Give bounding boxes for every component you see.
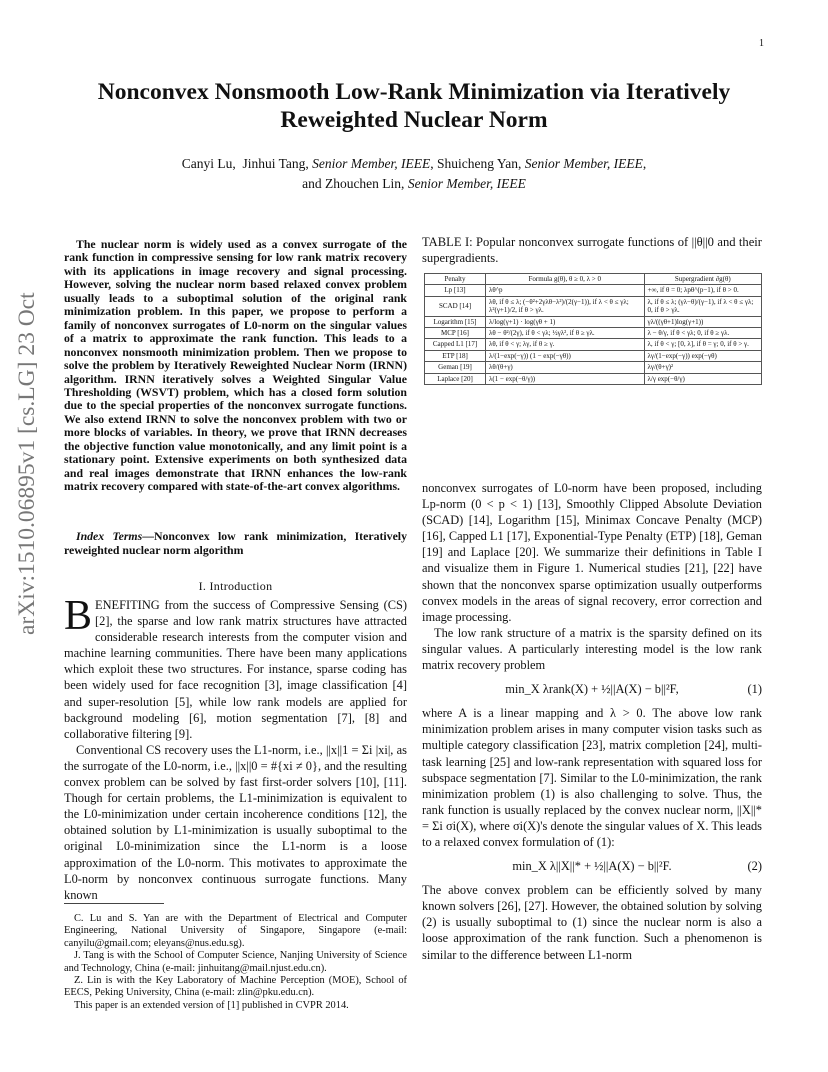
equation-1-number: (1)	[747, 682, 762, 697]
supergradient-cell: λ, if θ < γ; [0, λ], if θ = γ; 0, if θ > γ.	[644, 339, 761, 350]
table-row	[425, 350, 762, 361]
formula-cell: λθ, if θ ≤ λ; (−θ²+2γλθ−λ²)/(2(γ−1)), if λ < θ ≤ γλ; λ²(γ+1)/2, if θ > γλ.	[486, 296, 645, 316]
supergradient-cell: λ/γ exp(−θ/γ)	[644, 373, 761, 384]
paper-title	[60, 78, 768, 134]
equation-2	[422, 858, 762, 874]
penalty-cell: ETP [18]	[425, 350, 486, 361]
title-line-2: Reweighted Nuclear Norm	[280, 107, 548, 133]
page-number: 1	[759, 38, 764, 49]
table-row	[425, 285, 762, 296]
authors-line-1: Canyi Lu, Jinhui Tang, Senior Member, IEEE, Shuicheng Yan, Senior Member, IEEE,	[181, 156, 647, 171]
formula-cell: λθ − θ²/(2γ), if θ < γλ; ½γλ², if θ ≥ γλ.	[486, 328, 645, 339]
table-row	[425, 316, 762, 327]
index-terms-text: —Nonconvex low rank minimization, Iteratively reweighted nuclear norm algorithm	[64, 529, 407, 557]
supergradient-cell: λγ/(θ+γ)²	[644, 362, 761, 373]
formula-cell: λθ^p	[486, 285, 645, 296]
right-paragraph-1: nonconvex surrogates of L0-norm have been proposed, including Lp-norm (0 < p < 1) [13], Smoothly Clipped Absolute Deviation (SCAD) [14], Logarithm [15], Minimax Concave Penalty (MCP) [16], Capped L1 [17], Exponential-Type Penalty (ETP) [18], Geman [19] and Laplace [20]. We summarize their definitions in Table I and visualize them in Figure 1. Numerical studies [21], [22] have shown that the nonconvex sparse optimization usually outperforms convex models in the areas of signal recovery, error correction and image processing.	[422, 481, 762, 624]
intro-body	[64, 593, 407, 903]
supergradient-cell: γλ/((γθ+1)log(γ+1))	[644, 316, 761, 327]
footnote-rule	[64, 903, 164, 904]
supergradient-cell: +∞, if θ = 0; λpθ^(p−1), if θ > 0.	[644, 285, 761, 296]
table-row	[425, 373, 762, 384]
drop-cap: B	[64, 593, 93, 639]
penalty-cell: Capped L1 [17]	[425, 339, 486, 350]
supergradient-cell: λ − θ/γ, if θ < γλ; 0, if θ ≥ γλ.	[644, 328, 761, 339]
penalty-cell: Lp [13]	[425, 285, 486, 296]
penalty-cell: Geman [19]	[425, 362, 486, 373]
title-line-1: Nonconvex Nonsmooth Low-Rank Minimization via Iteratively	[97, 79, 731, 105]
table-header-row	[425, 274, 762, 285]
footnote-4: This paper is an extended version of [1] published in CVPR 2014.	[74, 999, 349, 1011]
table-row	[425, 362, 762, 373]
equation-2-number: (2)	[747, 859, 762, 874]
abstract	[64, 238, 407, 494]
equation-2-body: min_X λ||X||* + ½||A(X) − b||²F.	[512, 859, 672, 874]
index-terms-label: Index Terms	[76, 529, 143, 543]
penalty-cell: SCAD [14]	[425, 296, 486, 316]
formula-cell: λθ/(θ+γ)	[486, 362, 645, 373]
footnote-2: J. Tang is with the School of Computer Science, Nanjing University of Science and Technology, China (e-mail: jinhuitang@mail.njust.edu.cn).	[64, 950, 407, 974]
right-paragraph-2: The low rank structure of a matrix is the sparsity defined on its singular values. A particularly interesting model is the low rank matrix recovery problem	[422, 625, 762, 673]
intro-paragraph-1	[64, 593, 407, 742]
footnote-3: Z. Lin is with the Key Laboratory of Machine Perception (MOE), School of EECS, Peking University, China (e-mail: zlin@pku.edu.cn).	[64, 975, 407, 999]
formula-cell: λ/(1−exp(−γ)) (1 − exp(−γθ))	[486, 350, 645, 361]
index-terms	[64, 530, 407, 557]
intro-p1-text: ENEFITING from the success of Compressive Sensing (CS) [2], the sparse and low rank matrix structures have attracted considerable research interests from the computer vision and machine learning communities. There have been many applications which exploit these two structures. For instance, sparse coding has been widely used for face recognition [3], image classification [4] and super-resolution [5], while low rank models are applied for background modeling [6], motion segmentation [7], [8] and collaborative filtering [9].	[64, 598, 407, 741]
penalty-cell: MCP [16]	[425, 328, 486, 339]
arxiv-id: arXiv:1510.06895v1 [cs.LG] 23 Oct 2015	[14, 290, 40, 635]
authors-line-2: and Zhouchen Lin, Senior Member, IEEE	[302, 176, 526, 191]
right-paragraph-4: The above convex problem can be efficiently solved by many known solvers [26], [27]. However, the obtained solution by solving (2) is usually suboptimal to (1) since the nuclear norm is also a loose approximation of the rank function. Such a phenomenon is similar to the difference between L1-norm	[422, 883, 762, 962]
table-header-penalty: Penalty	[425, 274, 486, 285]
arxiv-stamp	[6, 290, 46, 640]
supergradient-cell: λγ/(1−exp(−γ)) exp(−γθ)	[644, 350, 761, 361]
right-paragraph-3: where A is a linear mapping and λ > 0. The above low rank minimization problem arises in many computer vision tasks such as multiple category classification [23], matrix completion [24], multi-task learning [25] and low-rank representation with squared loss for subspace segmentation [7]. Similar to the L0-minimization, the rank minimization problem (1) is also challenging to solve. Thus, the rank function is usually replaced by the convex nuclear norm, ||X||* = Σi σi(X), where σi(X)'s denote the singular values of X. This leads to a relaxed convex formulation of (1):	[422, 706, 762, 849]
equation-1-body: min_X λrank(X) + ½||A(X) − b||²F,	[505, 682, 679, 697]
table-row	[425, 339, 762, 350]
intro-paragraph-2: Conventional CS recovery uses the L1-norm, i.e., ||x||1 = Σi |xi|, as the surrogate of the L0-norm, i.e., ||x||0 = #{xi ≠ 0}, and the resulting convex problem can be solved by fast first-order solvers [10], [11]. Though for certain problems, the L1-minimization is equivalent to the L0-minimization under certain incoherence conditions [12], the obtained solution by L1-minimization is usually suboptimal to the original L0-minimization since the L1-norm is a loose approximation of the L0-norm. This motivates to approximate the L0-norm by nonconvex continuous surrogate functions. Many known	[64, 742, 407, 902]
penalty-cell: Laplace [20]	[425, 373, 486, 384]
formula-cell: λθ, if θ < γ; λγ, if θ ≥ γ.	[486, 339, 645, 350]
right-column-body	[422, 480, 762, 963]
footnote-1: C. Lu and S. Yan are with the Department of Electrical and Computer Engineering, National University of Singapore, Singapore (e-mail: canyilu@gmail.com; eleyans@nus.edu.sg).	[64, 913, 407, 949]
author-list	[60, 154, 768, 194]
formula-cell: λ/log(γ+1) · log(γθ + 1)	[486, 316, 645, 327]
footnotes	[64, 913, 407, 1012]
table-header-supergradient: Supergradient ∂g(θ)	[644, 274, 761, 285]
table-caption: TABLE I: Popular nonconvex surrogate functions of ||θ||0 and their supergradients.	[422, 235, 762, 265]
table-row	[425, 328, 762, 339]
surrogate-table	[424, 273, 762, 385]
section-heading: I. Introduction	[198, 579, 273, 593]
supergradient-cell: λ, if θ ≤ λ; (γλ−θ)/(γ−1), if λ < θ ≤ γλ; 0, if θ > γλ.	[644, 296, 761, 316]
formula-cell: λ(1 − exp(−θ/γ))	[486, 373, 645, 384]
abstract-text: The nuclear norm is widely used as a convex surrogate of the rank function in compressive sensing for low rank matrix recovery with its applications in image recovery and signal processing. However, solving the nuclear norm based relaxed convex problem usually leads to a suboptimal solution of the original rank minimization problem. In this paper, we propose to perform a family of nonconvex surrogates of L0-norm on the singular values of a matrix to approximate the rank function. This leads to a nonconvex nonsmooth minimization problem. Then we propose to solve the problem by Iteratively Reweighted Nuclear Norm (IRNN) algorithm. IRNN iteratively solves a Weighted Singular Value Thresholding (WSVT) problem, which has a closed form solution due to the special properties of the nonconvex surrogate functions. We also extend IRNN to solve the nonconvex problem with two or more blocks of variables. In theory, we prove that IRNN decreases the objective function value monotonically, and any limit point is a stationary point. Extensive experiments on both synthesized data and real images demonstrate that IRNN enhances the low-rank matrix recovery compared with state-of-the-art convex algorithms.	[64, 237, 407, 494]
table-row	[425, 296, 762, 316]
equation-1	[422, 681, 762, 697]
penalty-cell: Logarithm [15]	[425, 316, 486, 327]
table-header-formula: Formula g(θ), θ ≥ 0, λ > 0	[486, 274, 645, 285]
